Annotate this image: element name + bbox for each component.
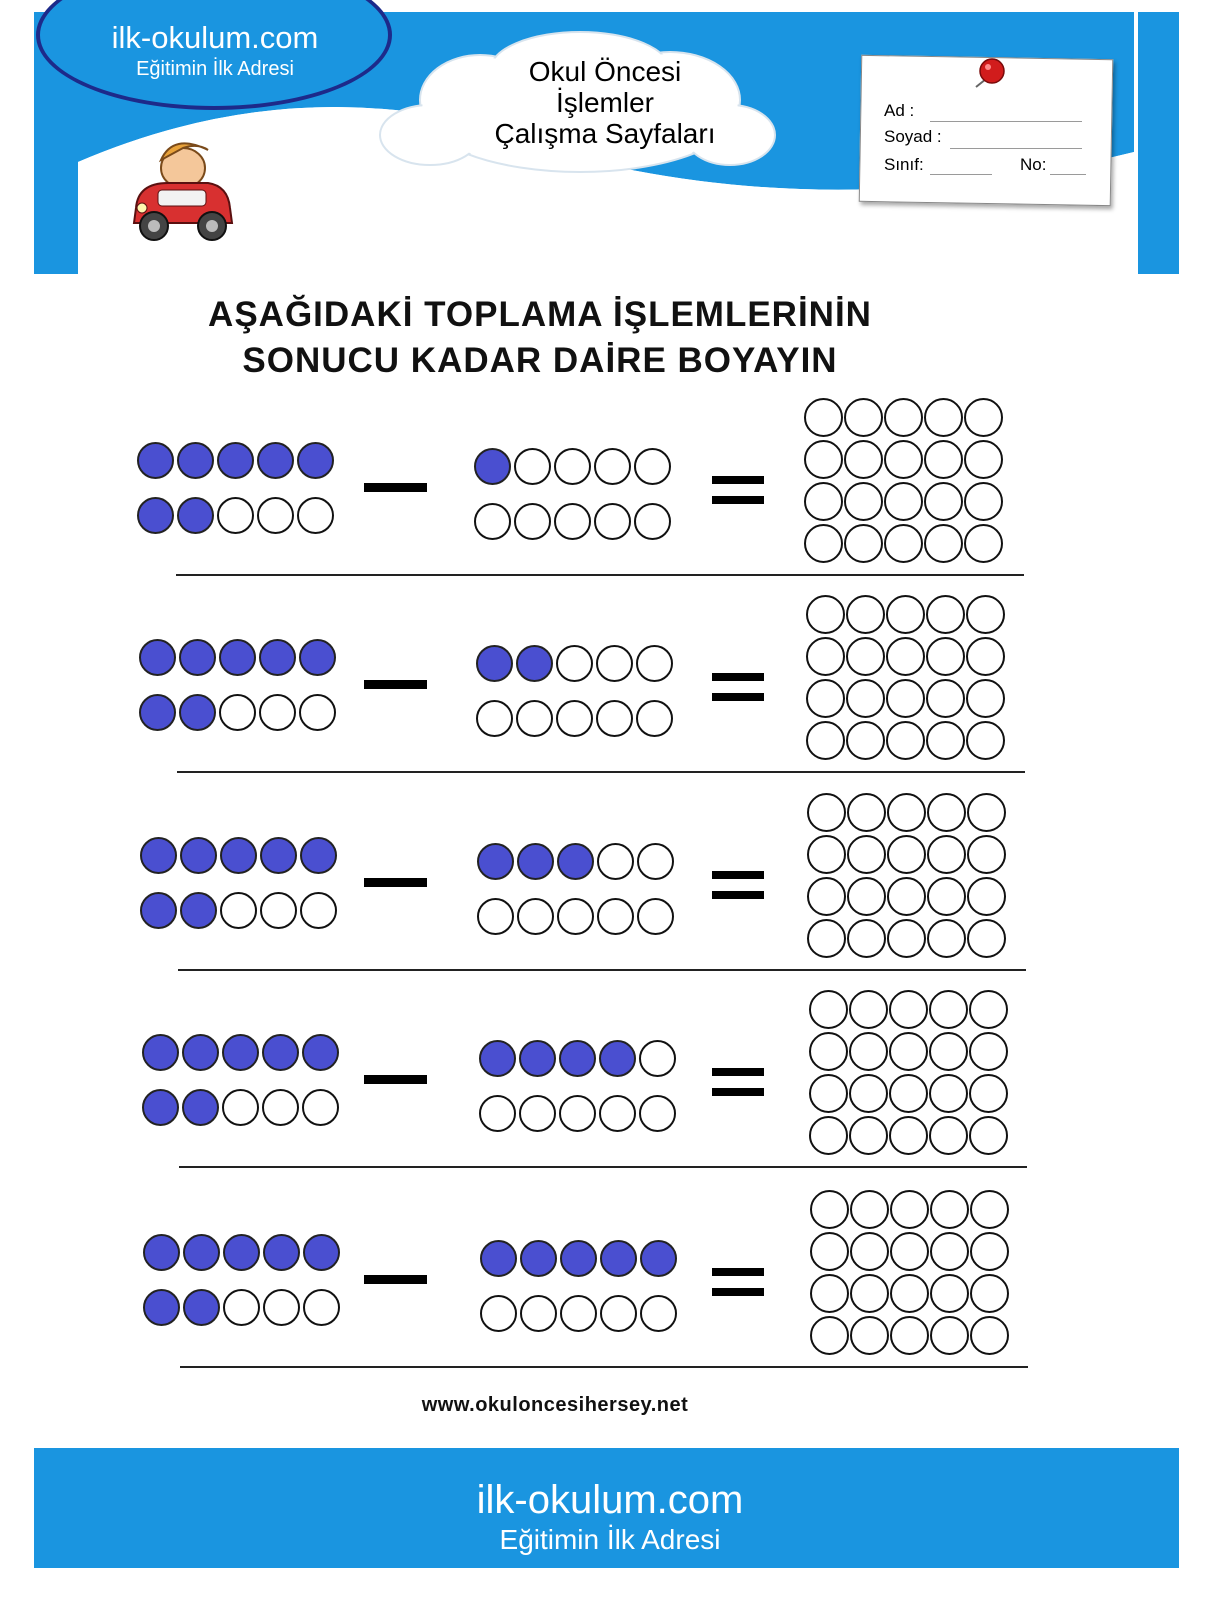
minuend-circles: [139, 639, 339, 731]
filled-circle: [223, 1234, 260, 1271]
empty-circle: [517, 898, 554, 935]
empty-circle[interactable]: [967, 835, 1006, 874]
number-field[interactable]: [1050, 174, 1086, 175]
instruction-line: SONUCU KADAR DAİRE BOYAYIN: [242, 341, 838, 380]
exercise-row: [0, 1190, 1212, 1388]
empty-circle[interactable]: [929, 1116, 968, 1155]
empty-circle[interactable]: [847, 793, 886, 832]
empty-circle[interactable]: [924, 524, 963, 563]
empty-circle[interactable]: [806, 679, 845, 718]
empty-circle: [557, 898, 594, 935]
empty-circle[interactable]: [887, 919, 926, 958]
empty-circle[interactable]: [844, 524, 883, 563]
empty-circle[interactable]: [970, 1232, 1009, 1271]
empty-circle[interactable]: [926, 679, 965, 718]
empty-circle: [220, 892, 257, 929]
minus-sign: [364, 680, 427, 689]
empty-circle: [519, 1095, 556, 1132]
cloud-line: İşlemler: [555, 87, 654, 118]
empty-circle[interactable]: [804, 482, 843, 521]
cloud-line: Çalışma Sayfaları: [494, 118, 716, 149]
subtrahend-circles: [477, 843, 677, 935]
empty-circle[interactable]: [964, 482, 1003, 521]
empty-circle[interactable]: [846, 637, 885, 676]
empty-circle[interactable]: [929, 1032, 968, 1071]
empty-circle: [636, 700, 673, 737]
empty-circle[interactable]: [809, 1032, 848, 1071]
filled-circle: [183, 1234, 220, 1271]
name-label: Ad :: [884, 101, 915, 120]
filled-circle: [299, 639, 336, 676]
empty-circle: [637, 898, 674, 935]
row-separator: [176, 574, 1024, 576]
filled-circle: [137, 497, 174, 534]
empty-circle[interactable]: [966, 679, 1005, 718]
filled-circle: [180, 892, 217, 929]
empty-circle[interactable]: [846, 679, 885, 718]
empty-circle[interactable]: [890, 1316, 929, 1355]
empty-circle: [596, 645, 633, 682]
empty-circle[interactable]: [889, 990, 928, 1029]
empty-circle[interactable]: [849, 1116, 888, 1155]
subtrahend-circles: [476, 645, 676, 737]
empty-circle[interactable]: [807, 919, 846, 958]
empty-circle[interactable]: [964, 398, 1003, 437]
filled-circle: [297, 442, 334, 479]
empty-circle: [514, 448, 551, 485]
logo-title: ilk-okulum.com: [111, 20, 319, 55]
empty-circle[interactable]: [806, 637, 845, 676]
empty-circle[interactable]: [807, 793, 846, 832]
filled-circle: [142, 1089, 179, 1126]
filled-circle: [600, 1240, 637, 1277]
result-circles[interactable]: [806, 595, 1006, 760]
filled-circle: [599, 1040, 636, 1077]
filled-circle: [140, 837, 177, 874]
empty-circle: [639, 1040, 676, 1077]
number-label: No:: [1020, 155, 1047, 174]
empty-circle[interactable]: [927, 793, 966, 832]
empty-circle: [634, 503, 671, 540]
result-circles[interactable]: [810, 1190, 1010, 1355]
filled-circle: [257, 442, 294, 479]
empty-circle[interactable]: [886, 721, 925, 760]
empty-circle[interactable]: [967, 793, 1006, 832]
empty-circle[interactable]: [844, 398, 883, 437]
equals-sign: [712, 476, 764, 504]
filled-circle: [300, 837, 337, 874]
empty-circle: [636, 645, 673, 682]
empty-circle: [637, 843, 674, 880]
empty-circle: [474, 503, 511, 540]
filled-circle: [557, 843, 594, 880]
instruction-line: AŞAĞIDAKİ TOPLAMA İŞLEMLERİNİN: [208, 295, 872, 334]
thought-dots: [230, 165, 380, 235]
filled-circle: [177, 497, 214, 534]
empty-circle: [597, 898, 634, 935]
empty-circle[interactable]: [889, 1074, 928, 1113]
empty-circle[interactable]: [846, 595, 885, 634]
subtrahend-circles: [479, 1040, 679, 1132]
empty-circle[interactable]: [890, 1190, 929, 1229]
row-separator: [177, 771, 1025, 773]
empty-circle: [300, 892, 337, 929]
filled-circle: [139, 639, 176, 676]
empty-circle: [476, 700, 513, 737]
empty-circle: [640, 1295, 677, 1332]
car-cartoon-icon: [128, 128, 238, 248]
class-field[interactable]: [930, 174, 992, 175]
empty-circle[interactable]: [886, 595, 925, 634]
filled-circle: [516, 645, 553, 682]
website-url: www.okuloncesihersey.net: [421, 1394, 689, 1416]
filled-circle: [222, 1034, 259, 1071]
minus-sign: [364, 1075, 427, 1084]
filled-circle: [179, 694, 216, 731]
empty-circle[interactable]: [804, 398, 843, 437]
empty-circle: [556, 700, 593, 737]
equals-sign: [712, 673, 764, 701]
filled-circle: [474, 448, 511, 485]
filled-circle: [177, 442, 214, 479]
empty-circle[interactable]: [967, 919, 1006, 958]
logo-subtitle: Eğitimin İlk Adresi: [136, 58, 294, 80]
filled-circle: [479, 1040, 516, 1077]
empty-circle: [560, 1295, 597, 1332]
filled-circle: [559, 1040, 596, 1077]
filled-circle: [519, 1040, 556, 1077]
filled-circle: [217, 442, 254, 479]
filled-circle: [259, 639, 296, 676]
empty-circle[interactable]: [926, 721, 965, 760]
empty-circle: [639, 1095, 676, 1132]
minus-sign: [364, 483, 427, 492]
filled-circle: [182, 1034, 219, 1071]
push-pin-icon: [972, 57, 1008, 89]
row-separator: [179, 1166, 1027, 1168]
empty-circle[interactable]: [807, 877, 846, 916]
empty-circle[interactable]: [810, 1274, 849, 1313]
empty-circle[interactable]: [804, 440, 843, 479]
empty-circle[interactable]: [889, 1032, 928, 1071]
cloud-line: Okul Öncesi: [528, 56, 682, 87]
minus-sign: [364, 878, 427, 887]
empty-circle[interactable]: [847, 877, 886, 916]
empty-circle[interactable]: [970, 1316, 1009, 1355]
filled-circle: [477, 843, 514, 880]
empty-circle[interactable]: [886, 679, 925, 718]
name-field[interactable]: [930, 121, 1082, 122]
empty-circle: [297, 497, 334, 534]
empty-circle[interactable]: [850, 1316, 889, 1355]
empty-circle: [480, 1295, 517, 1332]
exercise-row: [0, 595, 1212, 793]
empty-circle: [262, 1089, 299, 1126]
empty-circle: [520, 1295, 557, 1332]
class-label: Sınıf:: [884, 155, 924, 174]
empty-circle[interactable]: [849, 1032, 888, 1071]
filled-circle: [480, 1240, 517, 1277]
empty-circle: [263, 1289, 300, 1326]
result-circles[interactable]: [809, 990, 1009, 1155]
empty-circle[interactable]: [967, 877, 1006, 916]
empty-circle: [259, 694, 296, 731]
empty-circle[interactable]: [809, 1116, 848, 1155]
empty-circle[interactable]: [884, 440, 923, 479]
empty-circle: [556, 645, 593, 682]
empty-circle[interactable]: [970, 1274, 1009, 1313]
minuend-circles: [140, 837, 340, 929]
empty-circle: [219, 694, 256, 731]
minuend-circles: [143, 1234, 343, 1326]
equals-sign: [712, 1268, 764, 1296]
empty-circle: [302, 1089, 339, 1126]
exercise-row: [0, 793, 1212, 991]
empty-circle[interactable]: [850, 1274, 889, 1313]
result-circles[interactable]: [804, 398, 1004, 563]
filled-circle: [142, 1034, 179, 1071]
filled-circle: [302, 1034, 339, 1071]
empty-circle: [634, 448, 671, 485]
empty-circle: [260, 892, 297, 929]
empty-circle[interactable]: [806, 721, 845, 760]
empty-circle[interactable]: [884, 524, 923, 563]
empty-circle[interactable]: [887, 835, 926, 874]
filled-circle: [143, 1234, 180, 1271]
empty-circle: [559, 1095, 596, 1132]
empty-circle[interactable]: [969, 1116, 1008, 1155]
filled-circle: [179, 639, 216, 676]
empty-circle: [222, 1089, 259, 1126]
filled-circle: [182, 1089, 219, 1126]
empty-circle[interactable]: [887, 877, 926, 916]
cloud-title: [455, 56, 755, 149]
filled-circle: [517, 843, 554, 880]
filled-circle: [139, 694, 176, 731]
empty-circle[interactable]: [886, 637, 925, 676]
filled-circle: [520, 1240, 557, 1277]
empty-circle[interactable]: [926, 637, 965, 676]
empty-circle[interactable]: [844, 482, 883, 521]
empty-circle: [516, 700, 553, 737]
filled-circle: [263, 1234, 300, 1271]
empty-circle[interactable]: [890, 1232, 929, 1271]
empty-circle: [594, 503, 631, 540]
empty-circle[interactable]: [969, 1032, 1008, 1071]
empty-circle[interactable]: [924, 440, 963, 479]
empty-circle[interactable]: [924, 482, 963, 521]
equals-sign: [712, 871, 764, 899]
surname-field[interactable]: [950, 148, 1082, 149]
empty-circle[interactable]: [807, 835, 846, 874]
empty-circle[interactable]: [847, 919, 886, 958]
filled-circle: [220, 837, 257, 874]
empty-circle[interactable]: [966, 595, 1005, 634]
empty-circle: [599, 1095, 636, 1132]
equals-sign: [712, 1068, 764, 1096]
empty-circle: [600, 1295, 637, 1332]
empty-circle: [257, 497, 294, 534]
empty-circle[interactable]: [927, 835, 966, 874]
empty-circle: [554, 503, 591, 540]
surname-label: Soyad :: [884, 127, 942, 146]
empty-circle[interactable]: [930, 1274, 969, 1313]
filled-circle: [262, 1034, 299, 1071]
filled-circle: [303, 1234, 340, 1271]
footer-subtitle: Eğitimin İlk Adresi: [499, 1524, 721, 1555]
empty-circle[interactable]: [970, 1190, 1009, 1229]
empty-circle[interactable]: [926, 595, 965, 634]
empty-circle[interactable]: [887, 793, 926, 832]
exercise-row: [0, 990, 1212, 1188]
empty-circle: [597, 843, 634, 880]
empty-circle[interactable]: [930, 1316, 969, 1355]
empty-circle[interactable]: [966, 721, 1005, 760]
empty-circle: [217, 497, 254, 534]
empty-circle: [303, 1289, 340, 1326]
empty-circle[interactable]: [964, 440, 1003, 479]
row-separator: [180, 1366, 1028, 1368]
empty-circle[interactable]: [809, 990, 848, 1029]
filled-circle: [143, 1289, 180, 1326]
footer-title: ilk-okulum.com: [476, 1478, 744, 1522]
minuend-circles: [137, 442, 337, 534]
empty-circle[interactable]: [929, 990, 968, 1029]
empty-circle: [223, 1289, 260, 1326]
empty-circle[interactable]: [847, 835, 886, 874]
empty-circle[interactable]: [929, 1074, 968, 1113]
empty-circle[interactable]: [884, 398, 923, 437]
empty-circle[interactable]: [966, 637, 1005, 676]
empty-circle[interactable]: [850, 1232, 889, 1271]
empty-circle[interactable]: [930, 1190, 969, 1229]
empty-circle[interactable]: [927, 919, 966, 958]
empty-circle[interactable]: [930, 1232, 969, 1271]
empty-circle: [594, 448, 631, 485]
subtrahend-circles: [480, 1240, 680, 1332]
filled-circle: [560, 1240, 597, 1277]
empty-circle[interactable]: [890, 1274, 929, 1313]
filled-circle: [260, 837, 297, 874]
empty-circle: [596, 700, 633, 737]
empty-circle: [479, 1095, 516, 1132]
empty-circle[interactable]: [849, 1074, 888, 1113]
empty-circle[interactable]: [924, 398, 963, 437]
minus-sign: [364, 1275, 427, 1284]
result-circles[interactable]: [807, 793, 1007, 958]
subtrahend-circles: [474, 448, 674, 540]
empty-circle[interactable]: [850, 1190, 889, 1229]
empty-circle[interactable]: [927, 877, 966, 916]
filled-circle: [219, 639, 256, 676]
filled-circle: [640, 1240, 677, 1277]
filled-circle: [183, 1289, 220, 1326]
instruction-text: [120, 292, 960, 384]
empty-circle[interactable]: [846, 721, 885, 760]
exercise-row: [0, 398, 1212, 596]
empty-circle[interactable]: [806, 595, 845, 634]
empty-circle[interactable]: [809, 1074, 848, 1113]
empty-circle[interactable]: [844, 440, 883, 479]
empty-circle: [554, 448, 591, 485]
empty-circle[interactable]: [810, 1316, 849, 1355]
empty-circle: [514, 503, 551, 540]
empty-circle: [299, 694, 336, 731]
empty-circle[interactable]: [969, 990, 1008, 1029]
empty-circle[interactable]: [884, 482, 923, 521]
filled-circle: [476, 645, 513, 682]
minuend-circles: [142, 1034, 342, 1126]
empty-circle[interactable]: [810, 1232, 849, 1271]
empty-circle[interactable]: [849, 990, 888, 1029]
empty-circle[interactable]: [969, 1074, 1008, 1113]
filled-circle: [140, 892, 177, 929]
empty-circle: [477, 898, 514, 935]
empty-circle[interactable]: [964, 524, 1003, 563]
empty-circle[interactable]: [810, 1190, 849, 1229]
filled-circle: [180, 837, 217, 874]
row-separator: [178, 969, 1026, 971]
filled-circle: [137, 442, 174, 479]
empty-circle[interactable]: [804, 524, 843, 563]
empty-circle[interactable]: [889, 1116, 928, 1155]
